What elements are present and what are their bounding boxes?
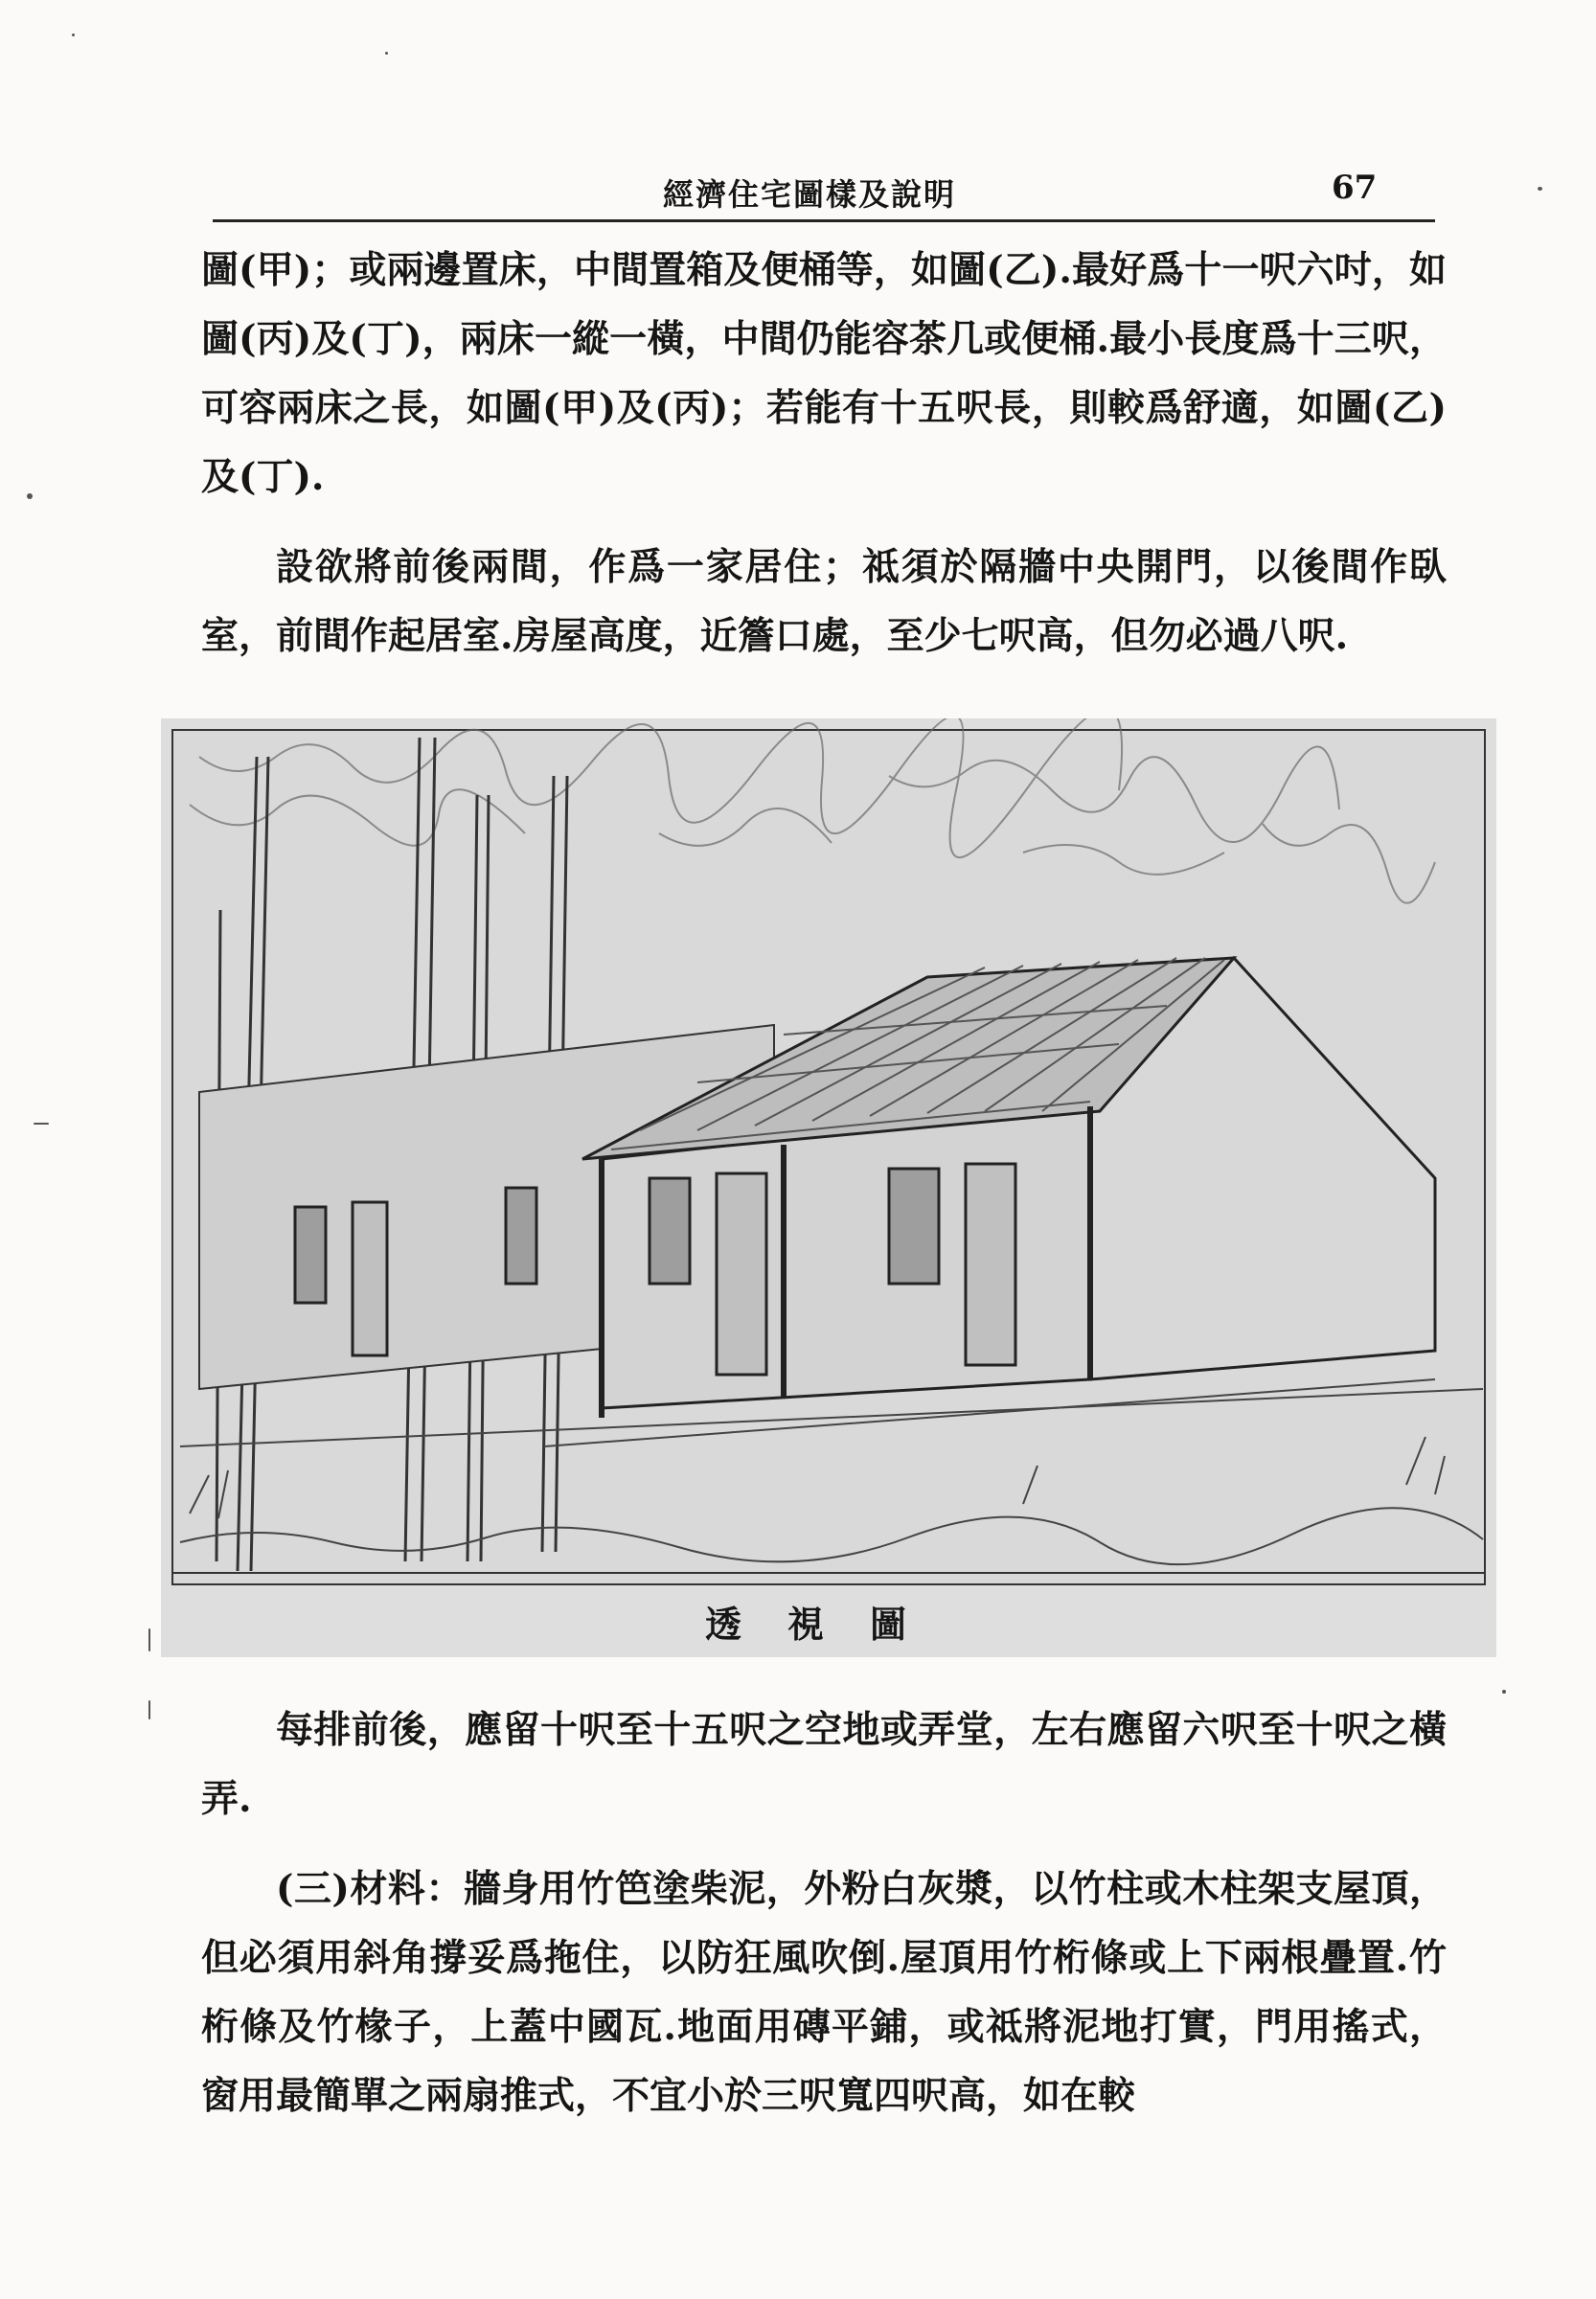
perspective-figure xyxy=(161,718,1496,1657)
paragraph: 每排前後，應留十呎至十五呎之空地或弄堂，左右應留六呎至十呎之橫弄. xyxy=(201,1708,1447,1821)
scan-speck xyxy=(1538,187,1542,191)
header-rule xyxy=(213,219,1435,222)
paragraph: 設欲將前後兩間，作爲一家居住；祗須於隔牆中央開門，以後間作臥室，前間作起居室.房屋高度，近簷口處，至少七呎高，但勿必過八呎. xyxy=(201,545,1447,658)
scan-speck xyxy=(1502,1690,1506,1694)
scan-speck xyxy=(148,1700,150,1719)
house-sketch-illustration xyxy=(161,718,1496,1657)
page-number: 67 xyxy=(1332,169,1378,207)
scan-speck xyxy=(385,52,388,55)
header-title: 經濟住宅圖樣及說明 xyxy=(663,176,957,213)
running-header xyxy=(213,165,1435,222)
text-block-bottom xyxy=(201,1696,1447,2130)
scan-speck xyxy=(148,1628,150,1651)
paragraph: (三)材料：牆身用竹笆塗柴泥，外粉白灰漿，以竹柱或木柱架支屋頂，但必須用斜角撐妥爲拖住，以防狂風吹倒.屋頂用竹桁條或上下兩根疊置.竹桁條及竹椽子，上蓋中國瓦.地面用磚平鋪，或祗將泥地打實，門用搖式，窗用最簡單之兩扇推式，不宜小於三呎寬四呎高，如在較 xyxy=(201,1867,1447,2118)
scan-speck xyxy=(27,493,33,499)
text-block-top xyxy=(201,236,1447,671)
scan-speck xyxy=(72,34,75,36)
paragraph: 圖(甲)；或兩邊置床，中間置箱及便桶等，如圖(乙).最好爲十一呎六吋，如圖(丙)及(丁)，兩床一縱一橫，中間仍能容茶几或便桶.最小長度爲十三呎，可容兩床之長，如圖(甲)及(丙)；若能有十五呎長，則較爲舒適，如圖(乙)及(丁). xyxy=(201,248,1447,499)
figure-caption: 透視圖 xyxy=(704,1603,952,1646)
scan-speck xyxy=(34,1123,49,1125)
